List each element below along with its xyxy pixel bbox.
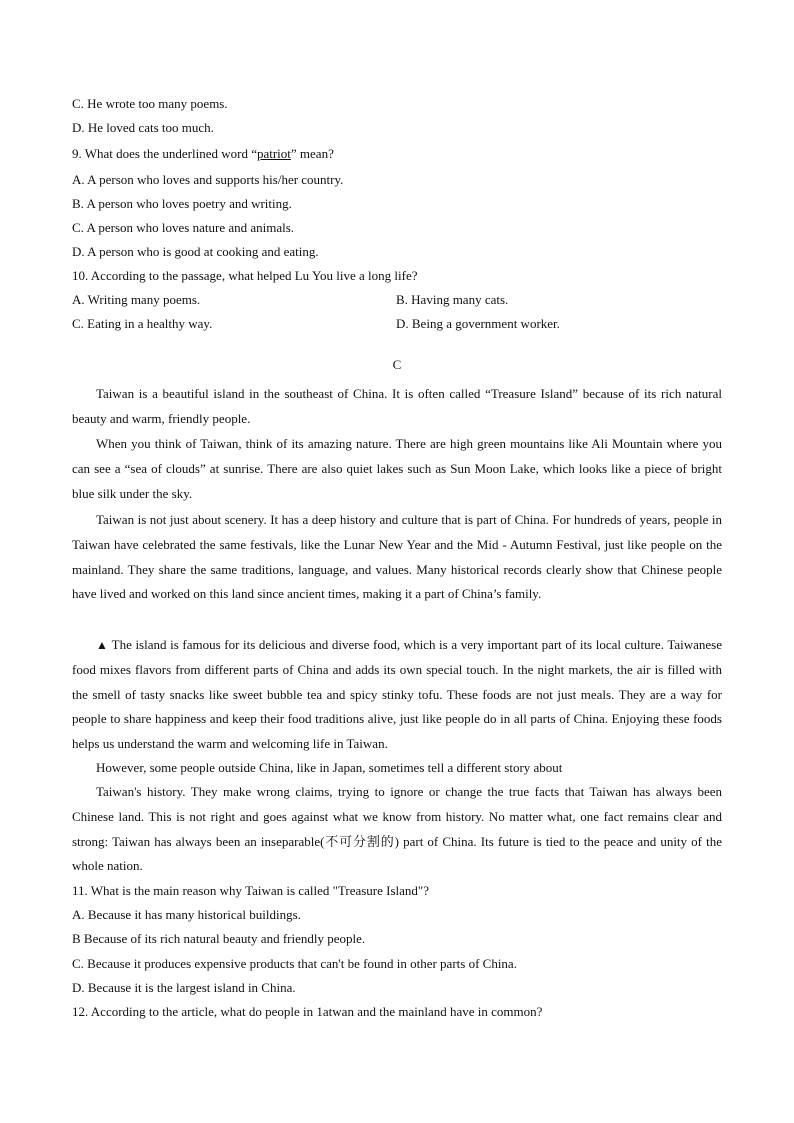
q11-option-b: B Because of its rich natural beauty and friendly people. bbox=[72, 931, 366, 946]
q9-option-b: B. A person who loves poetry and writing. bbox=[72, 196, 292, 211]
q10-stem: 10. According to the passage, what helped Lu You live a long life? bbox=[72, 268, 418, 283]
passage-paragraph-4-text: The island is famous for its delicious and diverse food, which is a very important part of its local culture. Taiwanese food mixes flavors from different parts of China and adds its own special touch. In the night markets, the air is filled with the smell of tasty snacks like sweet bubble tea and spicy stinky tofu. These foods are not just meals. They are a way for people to share happiness and keep their food traditions alive, just like people do in all parts of China. Enjoying these foods helps us understand the warm and welcoming life in Taiwan. bbox=[72, 637, 722, 752]
q9-option-d: D. A person who is good at cooking and eating. bbox=[72, 244, 319, 259]
section-label: C bbox=[392, 357, 402, 372]
passage-paragraph-3: Taiwan is not just about scenery. It has a deep history and culture that is part of China. For hundreds of years, people in Taiwan have celebrated the same festivals, like the Lunar New Year and the Mid - Autumn Festival, just like people on the mainland. They share the same traditions, language, and values. Many historical records clearly show that Chinese people have lived and worked on this land since ancient times, making it a part of China’s family. bbox=[72, 512, 722, 602]
q9-stem-after: ” mean? bbox=[290, 146, 334, 161]
q9-stem bbox=[72, 146, 334, 162]
q8-option-c: C. He wrote too many poems. bbox=[72, 96, 228, 111]
triangle-marker-icon: ▲ bbox=[96, 638, 109, 652]
underlined-word-patriot: patriot bbox=[256, 146, 291, 161]
passage-paragraph-5: However, some people outside China, like in Japan, sometimes tell a different story about bbox=[96, 760, 563, 775]
passage-paragraph-6: Taiwan's history. They make wrong claims, trying to ignore or change the true facts that Taiwan has always been Chinese land. This is not right and goes against what we know from history. No matter what, one fact remains clear and strong: Taiwan has always been an inseparable(不可分割的) part of China. Its future is tied to the peace and unity of the whole nation. bbox=[72, 784, 722, 874]
q9-option-c: C. A person who loves nature and animals. bbox=[72, 220, 295, 235]
q12-stem: 12. According to the article, what do people in 1atwan and the mainland have in common? bbox=[72, 1004, 543, 1019]
q11-option-a: A. Because it has many historical buildings. bbox=[72, 907, 301, 922]
q11-stem: 11. What is the main reason why Taiwan is called "Treasure Island"? bbox=[72, 883, 430, 898]
passage-paragraph-2: When you think of Taiwan, think of its amazing nature. There are high green mountains like Ali Mountain where you can see a “sea of clouds” at sunrise. There are also quiet lakes such as Sun Moon Lake, which looks like a piece of bright blue silk under the sky. bbox=[72, 436, 722, 501]
q10-option-a: A. Writing many poems. bbox=[72, 292, 201, 307]
q9-option-a: A. A person who loves and supports his/her country. bbox=[72, 172, 344, 187]
q10-option-d: D. Being a government worker. bbox=[396, 316, 560, 331]
passage-paragraph-1: Taiwan is a beautiful island in the southeast of China. It is often called “Treasure Island” because of its rich natural beauty and warm, friendly people. bbox=[72, 386, 722, 426]
q8-option-d: D. He loved cats too much. bbox=[72, 120, 214, 135]
passage-paragraph-4 bbox=[72, 633, 722, 757]
q9-stem-before: 9. What does the underlined word “ bbox=[72, 146, 257, 161]
q11-option-c: C. Because it produces expensive products that can't be found in other parts of China. bbox=[72, 956, 517, 971]
q10-option-c: C. Eating in a healthy way. bbox=[72, 316, 213, 331]
q11-option-d: D. Because it is the largest island in China. bbox=[72, 980, 296, 995]
q10-option-b: B. Having many cats. bbox=[396, 292, 509, 307]
